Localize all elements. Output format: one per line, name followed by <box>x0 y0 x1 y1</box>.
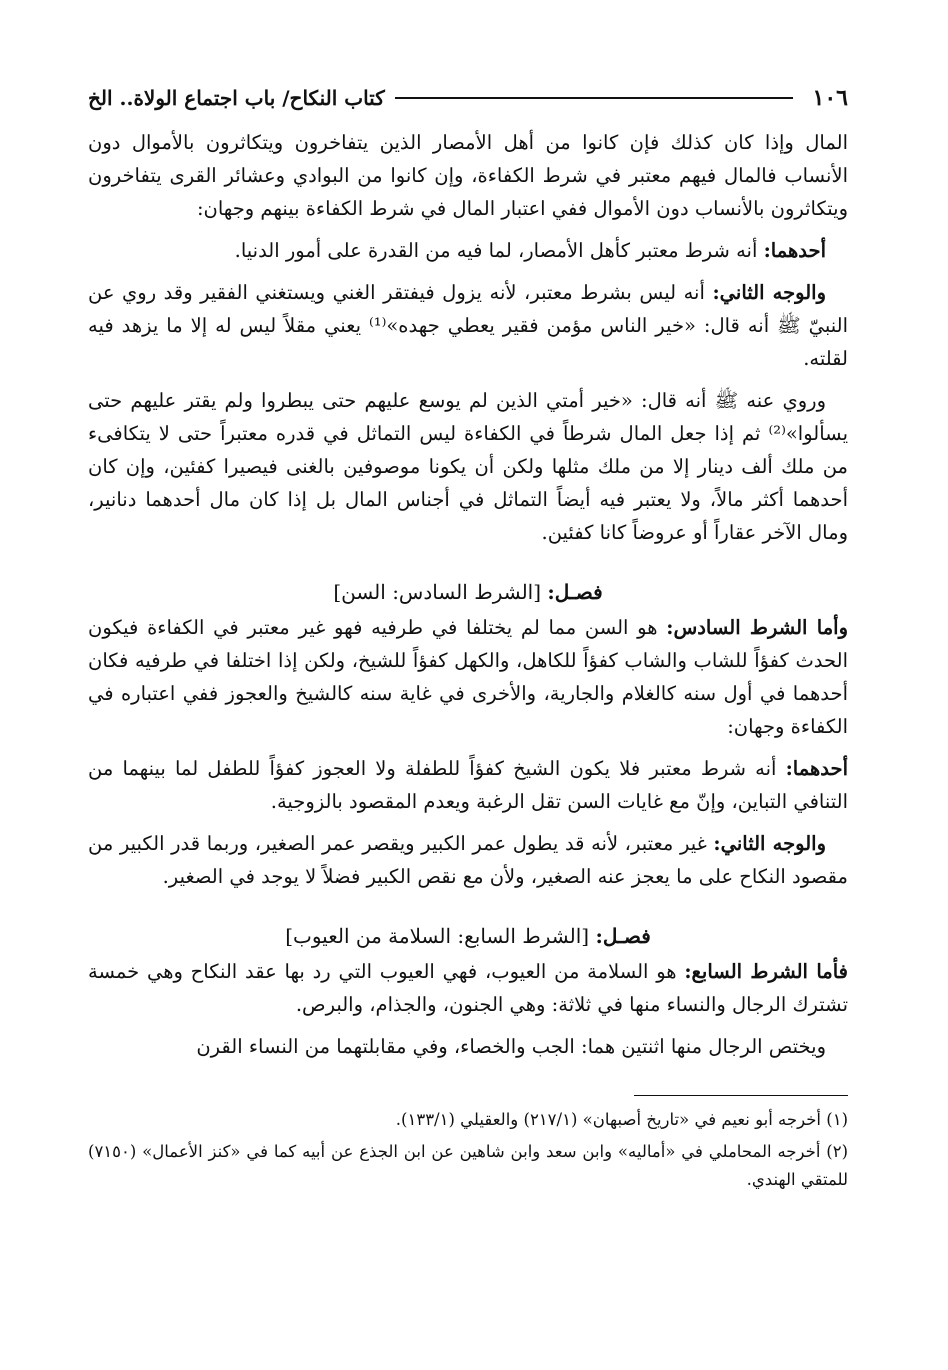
paragraph-8 <box>88 955 848 1021</box>
book-page <box>88 78 848 1358</box>
paragraph-2 <box>88 234 848 267</box>
paragraph-text: أنه ليس بشرط معتبر، لأنه يزول فيفتقر الغني ويستغني الفقير وقد روي عن النبيّ ﷺ أنه قال: «خير الناس مؤمن فقير يعطي جهده»⁽¹⁾ يعني مقلاً ليس له إلا ما يزهد فيه لقلته. <box>88 281 848 370</box>
section-heading-age <box>88 575 848 609</box>
header-rule <box>395 97 793 99</box>
page-number: ١٠٦ <box>812 85 848 111</box>
paragraph-text: أنه شرط معتبر فلا يكون الشيخ كفؤاً للطفلة ولا العجوز كفؤاً للطفل لما بينهما من التنافي التباين، وإنّ مع غايات السن تقل الرغبة ويعدم المقصود بالزوجية. <box>88 757 848 813</box>
paragraph-lead: أحدهما: <box>785 757 848 780</box>
paragraph-text: هو السن مما لم يختلفا في طرفيه فهو غير معتبر في الكفاءة فيكون الحدث كفؤاً للشاب والشاب كفؤاً للكاهل، والكهل كفؤاً للشيخ، ولكن إذا اختلفا في طرفيه فكان أحدهما في أول سنه كالغلام والجارية، والأخرى في غاية سنه كالشيخ والعجوز ففي اعتباره في الكفاءة وجهان: <box>88 616 848 738</box>
footnote-1: (١) أخرجه أبو نعيم في «تاريخ أصبهان» (٢١٧/١) والعقيلي (١٣٣/١). <box>395 1110 848 1129</box>
paragraph-4: وروي عنه ﷺ أنه قال: «خير أمتي الذين لم يوسع عليهم حتى يبطروا ولم يقتر عليهم حتى يسألوا»⁽²⁾ ثم إذا جعل المال شرطاً في الكفاءة ليس التماثل في قدره معتبراً حتى لا يتكافىء من ملك ألف دينار إلا من ملك مثلها ولكن أن يكونا موصوفين بالغنى فيصيرا كفئين، وإن كان أحدهما أكثر مالاً، ولا يعتبر فيه أيضاً التماثل في أجناس المال بل إذا كان مال أحدهما دنانير، ومال الآخر عقاراً أو عروضاً كانا كفئين. <box>88 389 848 544</box>
footnote-divider <box>634 1095 848 1096</box>
paragraph-3 <box>88 276 848 375</box>
paragraph-lead: والوجه الثاني: <box>712 281 827 304</box>
paragraph-text: أنه شرط معتبر كأهل الأمصار، لما فيه من القدرة على أمور الدنيا. <box>234 239 764 262</box>
paragraph-lead: أحدهما: <box>763 239 826 262</box>
section-fasl-label: فصـل: <box>595 924 651 948</box>
paragraph-9: ويختص الرجال منها اثنتين هما: الجب والخصاء، وفي مقابلتهما من النساء القرن <box>196 1035 826 1058</box>
footnote-2: (٢) أخرجه المحاملي في «أماليه» وابن سعد وابن شاهين عن ابن الجذع عن أبيه كما في «كنز الأعمال» (٧١٥٠) للمتقي الهندي. <box>88 1142 848 1189</box>
paragraph-1: المال وإذا كان كذلك فإن كانوا من أهل الأمصار الذين يتفاخرون ويتكاثرون بالأموال دون الأنساب فالمال فيهم معتبر في شرط الكفاءة، وإن كانوا من البوادي وعشائر القرى يتفاخرون ويتكاثرون بالأنساب دون الأموال ففي اعتبار المال في شرط الكفاءة بينهم وجهان: <box>88 131 848 220</box>
page-header <box>88 78 848 118</box>
paragraph-6 <box>88 752 848 818</box>
paragraph-lead: والوجه الثاني: <box>713 832 826 855</box>
paragraph-text: هو السلامة من العيوب، فهي العيوب التي رد بها عقد النكاح وهي خمسة تشترك الرجال والنساء منها في ثلاثة: وهي الجنون، والجذام، والبرص. <box>88 960 848 1016</box>
paragraph-lead: وأما الشرط السادس: <box>666 616 848 639</box>
section-fasl-label: فصـل: <box>547 580 603 604</box>
paragraph-text: غير معتبر، لأنه قد يطول عمر الكبير ويقصر عمر الصغير، وربما قدر الكبير من مقصود النكاح على ما يعجز عنه الصغير، ولأن مع نقص الكبير فضلاً لا يوجد في الصغير. <box>88 832 848 888</box>
running-title: كتاب النكاح/ باب اجتماع الولاة.. الخ <box>88 86 385 110</box>
paragraph-lead: فأما الشرط السابع: <box>684 960 848 983</box>
paragraph-5 <box>88 611 848 743</box>
section-heading-defects <box>88 919 848 953</box>
section-heading-text: [الشرط السادس: السن] <box>333 580 548 604</box>
paragraph-7 <box>88 827 848 893</box>
section-heading-text: [الشرط السابع: السلامة من العيوب] <box>285 924 596 948</box>
